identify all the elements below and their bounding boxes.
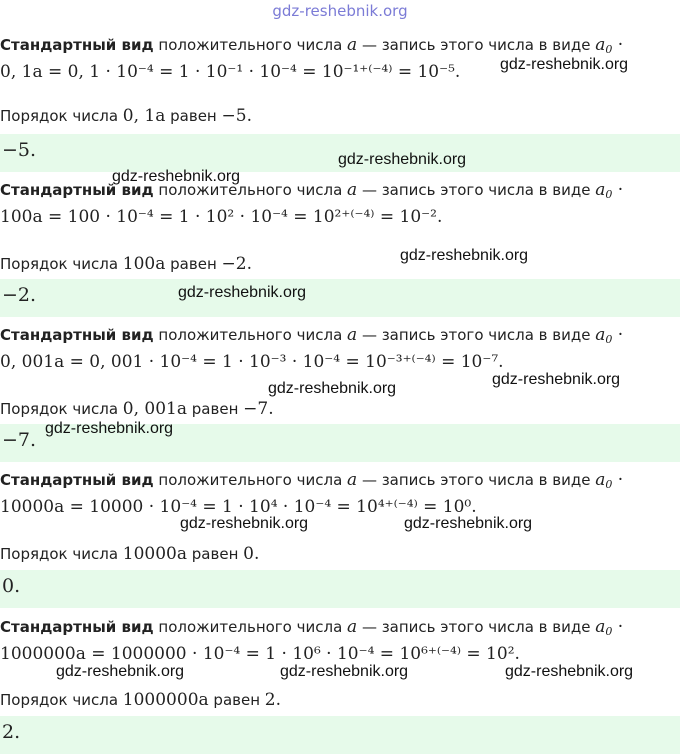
variable-a: a [347, 180, 358, 200]
variable-a: a [347, 35, 358, 55]
watermark: gdz-reshebnik.org [56, 663, 185, 680]
order-equals: равен [187, 400, 244, 418]
variable-a: a [347, 617, 358, 637]
definition-tail: — запись этого числа в виде [357, 471, 596, 489]
order-value: −2. [221, 254, 252, 274]
watermark: gdz-reshebnik.org [178, 284, 307, 301]
definition-line [0, 615, 623, 644]
variable-a: a [347, 470, 358, 490]
definition-term: Стандартный вид [0, 471, 154, 489]
answer-value: −5. [2, 139, 37, 161]
order-prefix: Порядок числа [0, 400, 123, 418]
order-value: −5. [221, 106, 252, 126]
a0-symbol: $a_0$ [595, 617, 613, 638]
order-value: −7. [243, 399, 274, 419]
order-prefix: Порядок числа [0, 255, 123, 273]
order-equals: равен [165, 255, 222, 273]
order-value: 2. [264, 690, 282, 710]
order-prefix: Порядок числа [0, 691, 123, 709]
watermark: gdz-reshebnik.org [400, 247, 529, 264]
answer-value: 0. [2, 575, 21, 597]
equation-line: 0, 001a = 0, 001 · 10⁻⁴ = 1 · 10⁻³ · 10⁻⁴ = 10⁻³⁺⁽⁻⁴⁾ = 10⁻⁷. [0, 352, 504, 372]
definition-term: Стандартный вид [0, 618, 154, 636]
dot-operator: · [612, 470, 624, 490]
definition-text: положительного числа [153, 181, 348, 199]
order-line [0, 252, 252, 276]
definition-tail: — запись этого числа в виде [357, 36, 596, 54]
order-value: 0. [243, 544, 260, 564]
order-number: 0, 001a [122, 399, 188, 419]
definition-line [0, 178, 623, 207]
order-line [0, 397, 274, 421]
dot-operator: · [612, 35, 624, 55]
equation-line: 0, 1a = 0, 1 · 10⁻⁴ = 1 · 10⁻¹ · 10⁻⁴ = 10⁻¹⁺⁽⁻⁴⁾ = 10⁻⁵. [0, 62, 461, 82]
watermark: gdz-reshebnik.org [112, 168, 241, 185]
definition-text: положительного числа [153, 471, 348, 489]
answer-box [0, 570, 680, 608]
answer-value: −2. [2, 284, 37, 306]
watermark: gdz-reshebnik.org [268, 380, 397, 397]
order-line [0, 688, 281, 712]
definition-line [0, 468, 623, 497]
answer-box [0, 716, 680, 754]
order-number: 10000a [122, 544, 188, 564]
watermark: gdz-reshebnik.org [492, 371, 621, 388]
order-equals: равен [208, 691, 265, 709]
watermark-top: gdz-reshebnik.org [272, 2, 408, 20]
order-prefix: Порядок числа [0, 545, 123, 563]
a0-symbol: $a_0$ [595, 35, 613, 56]
order-line [0, 104, 252, 128]
watermark: gdz-reshebnik.org [45, 420, 174, 437]
order-prefix: Порядок числа [0, 107, 123, 125]
watermark: gdz-reshebnik.org [500, 56, 629, 73]
watermark: gdz-reshebnik.org [280, 663, 409, 680]
order-equals: равен [165, 107, 222, 125]
definition-term: Стандартный вид [0, 36, 154, 54]
definition-term: Стандартный вид [0, 326, 154, 344]
watermark: gdz-reshebnik.org [338, 151, 467, 168]
definition-text: положительного числа [153, 326, 348, 344]
order-line [0, 542, 259, 566]
answer-value: −7. [2, 429, 37, 451]
definition-tail: — запись этого числа в виде [357, 618, 596, 636]
watermark: gdz-reshebnik.org [404, 515, 533, 532]
equation-line: 1000000a = 1000000 · 10⁻⁴ = 1 · 10⁶ · 10⁻⁴ = 10⁶⁺⁽⁻⁴⁾ = 10². [0, 644, 520, 664]
dot-operator: · [612, 180, 624, 200]
order-equals: равен [187, 545, 244, 563]
watermark: gdz-reshebnik.org [180, 515, 309, 532]
definition-text: положительного числа [153, 618, 348, 636]
variable-a: a [347, 325, 358, 345]
a0-symbol: $a_0$ [595, 325, 613, 346]
definition-line [0, 323, 623, 352]
answer-box [0, 279, 680, 317]
definition-tail: — запись этого числа в виде [357, 326, 596, 344]
definition-tail: — запись этого числа в виде [357, 181, 596, 199]
equation-line: 10000a = 10000 · 10⁻⁴ = 1 · 10⁴ · 10⁻⁴ = 10⁴⁺⁽⁻⁴⁾ = 10⁰. [0, 497, 477, 517]
order-number: 100a [122, 254, 166, 274]
answer-value: 2. [2, 721, 21, 743]
order-number: 0, 1a [122, 106, 166, 126]
dot-operator: · [612, 325, 624, 345]
order-number: 1000000a [122, 690, 209, 710]
watermark: gdz-reshebnik.org [505, 663, 634, 680]
a0-symbol: $a_0$ [595, 180, 613, 201]
definition-text: положительного числа [153, 36, 348, 54]
dot-operator: · [612, 617, 624, 637]
a0-symbol: $a_0$ [595, 470, 613, 491]
equation-line: 100a = 100 · 10⁻⁴ = 1 · 10² · 10⁻⁴ = 10²⁺⁽⁻⁴⁾ = 10⁻². [0, 207, 443, 227]
definition-term: Стандартный вид [0, 181, 154, 199]
